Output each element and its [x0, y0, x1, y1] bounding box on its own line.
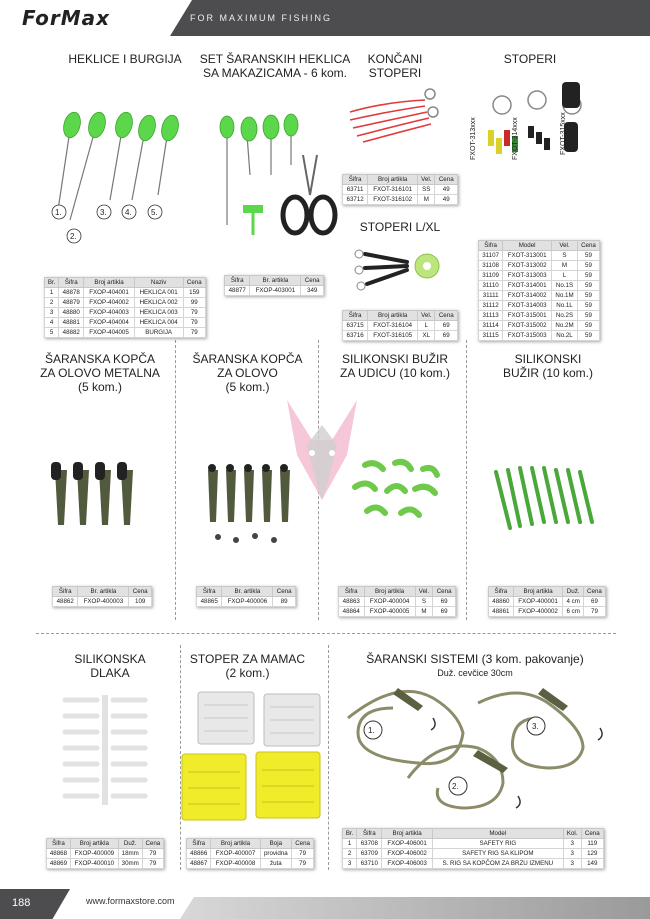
td: 89 — [273, 597, 296, 607]
td: 18mm — [118, 849, 142, 859]
table-row — [45, 328, 206, 338]
label-3: 3. — [100, 208, 107, 217]
table-dlaka — [46, 838, 164, 869]
th: Šifra — [339, 587, 365, 597]
td: 63716 — [343, 331, 368, 341]
silicone-tubes-image — [488, 460, 608, 535]
td: žuta — [260, 859, 292, 869]
th: Broj artikla — [211, 839, 260, 849]
td: 30mm — [118, 859, 142, 869]
section-title-mamac — [185, 652, 310, 680]
lead-clips-metal-image — [45, 460, 145, 535]
td: 48878 — [59, 288, 84, 298]
header-slogan: FOR MAXIMUM FISHING — [190, 13, 332, 23]
td: FXOT-314001 — [503, 281, 552, 291]
td: 49 — [435, 195, 458, 205]
th: Vel. — [418, 311, 435, 321]
td: 3 — [343, 859, 357, 869]
td: S — [415, 597, 433, 607]
td: 3 — [45, 308, 59, 318]
td: BURGIJA — [134, 328, 183, 338]
section-title-buzir — [488, 352, 608, 380]
td: FXOP-400001 — [513, 597, 563, 607]
td: S — [552, 251, 578, 261]
td: FXOT-314003 — [503, 301, 552, 311]
knot-stoppers-image — [345, 82, 455, 162]
section-title-stoperi: STOPERI — [503, 52, 557, 66]
footer-tab — [0, 889, 70, 919]
section-title-sistemi: ŠARANSKI SISTEMI (3 kom. pakovanje) — [366, 652, 584, 666]
td: FXOT-315001 — [503, 311, 552, 321]
lxl-stoppers-image — [345, 240, 450, 300]
hooks-image — [40, 100, 190, 260]
td: 79 — [583, 607, 605, 617]
section-title-buzir-udica — [330, 352, 460, 380]
td: 69 — [583, 597, 605, 607]
td: 31114 — [479, 321, 503, 331]
th: Duž. — [563, 587, 584, 597]
th: Vel. — [418, 175, 435, 185]
code-label: FXOT-314xxx — [512, 117, 519, 160]
th: Vel. — [415, 587, 433, 597]
td: No.1M — [552, 291, 578, 301]
td: 48864 — [339, 607, 365, 617]
label-3: 3. — [532, 722, 539, 731]
table-row — [479, 261, 600, 271]
title-line: SA MAKAZICAMA - 6 kom. — [202, 66, 348, 80]
td: 79 — [183, 328, 205, 338]
td: 31111 — [479, 291, 503, 301]
table-sistemi — [342, 828, 604, 869]
scissors-hooks-image — [215, 105, 345, 255]
td: 48882 — [59, 328, 84, 338]
table-row — [339, 597, 456, 607]
td: 69 — [433, 597, 456, 607]
td: 48861 — [489, 607, 514, 617]
td: FXOT-316105 — [368, 331, 418, 341]
td: FXOT-316101 — [368, 185, 418, 195]
table-mamac — [186, 838, 314, 869]
td: 69 — [433, 607, 456, 617]
table-koncani — [342, 174, 458, 205]
td: 48880 — [59, 308, 84, 318]
td: M — [418, 195, 435, 205]
table-set — [224, 275, 324, 296]
th: Br. artikla — [222, 587, 273, 597]
td: 3 — [563, 839, 581, 849]
th: Cena — [435, 311, 458, 321]
th: Šifra — [197, 587, 222, 597]
td: S. RIG SA KOPČOM ZA BRZU IZMENU — [432, 859, 563, 869]
page-header — [0, 0, 650, 36]
th: Šifra — [343, 311, 368, 321]
code-label: FXOT-313xxx — [470, 117, 477, 160]
th: Broj artikla — [368, 311, 418, 321]
th: Naziv — [134, 278, 183, 288]
th: Cena — [129, 587, 152, 597]
td: 63708 — [357, 839, 382, 849]
td: 119 — [581, 839, 603, 849]
td: FXOP-406002 — [382, 849, 432, 859]
th: Boja — [260, 839, 292, 849]
td: FXOP-400007 — [211, 849, 260, 859]
td: XL — [418, 331, 435, 341]
title-line: DLAKA — [90, 666, 130, 680]
lead-clips-image — [200, 462, 300, 552]
td: 69 — [435, 331, 458, 341]
table-row — [343, 849, 604, 859]
td: 5 — [45, 328, 59, 338]
td: 31107 — [479, 251, 503, 261]
td: 48877 — [225, 286, 250, 296]
title-line: SILIKONSKI — [514, 352, 582, 366]
td: No.1S — [552, 281, 578, 291]
section-title-kopca-metalna — [30, 352, 170, 394]
label-2: 2. — [452, 782, 459, 791]
td: 59 — [577, 311, 599, 321]
td: 48881 — [59, 318, 84, 328]
table-row — [343, 839, 604, 849]
table-row — [45, 298, 206, 308]
th: Šifra — [187, 839, 211, 849]
td: 31110 — [479, 281, 503, 291]
td: HEKLICA 003 — [134, 308, 183, 318]
td: 48867 — [187, 859, 211, 869]
th: Cena — [435, 175, 458, 185]
td: FXOT-314002 — [503, 291, 552, 301]
th: Broj artikla — [382, 829, 432, 839]
title-line: SILIKONSKI BUŽIR — [341, 352, 449, 366]
table-row — [187, 849, 314, 859]
td: FXOP-404003 — [84, 308, 134, 318]
th: Broj artikla — [84, 278, 134, 288]
label-1: 1. — [368, 726, 375, 735]
td: 59 — [577, 271, 599, 281]
td: HEKLICA 004 — [134, 318, 183, 328]
td: No.2L — [552, 331, 578, 341]
td: HEKLICA 001 — [134, 288, 183, 298]
td: 59 — [577, 281, 599, 291]
th: Cena — [433, 587, 456, 597]
td: 4 — [45, 318, 59, 328]
td: 48865 — [197, 597, 222, 607]
td: 48866 — [187, 849, 211, 859]
td: 48863 — [339, 597, 365, 607]
td: FXOP-400008 — [211, 859, 260, 869]
td: 31112 — [479, 301, 503, 311]
table-heklice — [44, 277, 206, 338]
td: 2 — [343, 849, 357, 859]
td: 31109 — [479, 271, 503, 281]
td: FXOP-404001 — [84, 288, 134, 298]
td: 48869 — [47, 859, 71, 869]
td: 63712 — [343, 195, 368, 205]
td: 79 — [142, 849, 163, 859]
table-row — [187, 859, 314, 869]
td: FXOT-313001 — [503, 251, 552, 261]
label-2: 2. — [70, 232, 77, 241]
table-row — [343, 185, 458, 195]
td: 69 — [435, 321, 458, 331]
table-row — [479, 311, 600, 321]
td: 63711 — [343, 185, 368, 195]
table-row — [343, 331, 458, 341]
th: Cena — [183, 278, 205, 288]
title-line: STOPER ZA MAMAC — [189, 652, 306, 666]
td: SAFETY RIG SA KLIPOM — [432, 849, 563, 859]
label-1: 1. — [55, 208, 62, 217]
td: 48860 — [489, 597, 514, 607]
section-title-stoperi-lxl: STOPERI L/XL — [359, 220, 441, 234]
table-row — [343, 859, 604, 869]
td: 2 — [45, 298, 59, 308]
th: Cena — [273, 587, 296, 597]
table-row — [45, 288, 206, 298]
table-row — [45, 308, 206, 318]
th: Cena — [583, 587, 605, 597]
td: 59 — [577, 321, 599, 331]
section-title-koncani — [365, 52, 425, 80]
code-label: FXOT-315xxx — [560, 112, 567, 155]
td: FXOT-315003 — [503, 331, 552, 341]
page-number: 188 — [12, 897, 31, 909]
td: 59 — [577, 331, 599, 341]
th: Broj artikla — [364, 587, 415, 597]
td: 48879 — [59, 298, 84, 308]
td: FXOP-400004 — [364, 597, 415, 607]
title-line: KONČANI — [367, 52, 423, 66]
section-title-set — [195, 52, 355, 80]
th: Cena — [292, 839, 314, 849]
td: FXOT-313002 — [503, 261, 552, 271]
th: Broj artikla — [70, 839, 118, 849]
th: Br. artikla — [250, 276, 301, 286]
td: FXOP-400003 — [78, 597, 129, 607]
th: Šifra — [357, 829, 382, 839]
carp-rigs-image — [338, 678, 618, 818]
table-stoperi — [478, 240, 600, 341]
table-row — [47, 849, 164, 859]
section-subtitle-sistemi: Duž. cevčice 30cm — [437, 668, 513, 678]
td: 49 — [435, 185, 458, 195]
table-buzir-udica — [338, 586, 456, 617]
td: L — [418, 321, 435, 331]
title-line: ŠARANSKA KOPČA — [44, 352, 156, 366]
table-row — [479, 301, 600, 311]
td: SS — [418, 185, 435, 195]
td: providna — [260, 849, 292, 859]
divider — [328, 645, 329, 870]
td: FXOP-400002 — [513, 607, 563, 617]
td: FXOP-404004 — [84, 318, 134, 328]
td: 79 — [292, 849, 314, 859]
td: No.2S — [552, 311, 578, 321]
hair-rig-image — [55, 690, 155, 810]
hook-sleeves-image — [345, 455, 455, 535]
title-line: ZA UDICU (10 kom.) — [339, 366, 450, 380]
table-row — [479, 281, 600, 291]
td: 1 — [45, 288, 59, 298]
td: 31108 — [479, 261, 503, 271]
td: 59 — [577, 261, 599, 271]
section-title-heklice: HEKLICE I BURGIJA — [68, 52, 182, 66]
table-row — [343, 195, 458, 205]
td: 349 — [301, 286, 324, 296]
td: 3 — [563, 859, 581, 869]
td: FXOP-403001 — [250, 286, 301, 296]
td: 48862 — [53, 597, 78, 607]
th: Cena — [581, 829, 603, 839]
td: 48868 — [47, 849, 71, 859]
th: Duž. — [118, 839, 142, 849]
th: Vel. — [552, 241, 578, 251]
td: 1 — [343, 839, 357, 849]
table-row — [479, 251, 600, 261]
table-row — [45, 318, 206, 328]
td: L — [552, 271, 578, 281]
td: No.1L — [552, 301, 578, 311]
td: No.2M — [552, 321, 578, 331]
table-row — [479, 271, 600, 281]
table-stoperi-lxl — [342, 310, 458, 341]
table-row — [53, 597, 152, 607]
th: Šifra — [479, 241, 503, 251]
td: 59 — [577, 251, 599, 261]
td: 79 — [183, 308, 205, 318]
th: Šifra — [47, 839, 71, 849]
td: 109 — [129, 597, 152, 607]
divider — [175, 340, 176, 620]
td: 99 — [183, 298, 205, 308]
table-row — [225, 286, 324, 296]
stoppers-image — [472, 80, 612, 200]
label-4: 4. — [125, 208, 132, 217]
footer-bar — [180, 897, 650, 919]
table-row — [339, 607, 456, 617]
th: Šifra — [53, 587, 78, 597]
td: 59 — [577, 301, 599, 311]
td: FXOT-315002 — [503, 321, 552, 331]
title-line: (5 kom.) — [77, 380, 122, 394]
table-row — [47, 859, 164, 869]
divider — [36, 633, 616, 634]
th: Cena — [142, 839, 163, 849]
th: Kol. — [563, 829, 581, 839]
title-line: SILIKONSKA — [74, 652, 146, 666]
title-line: ŠARANSKA KOPČA — [192, 352, 303, 366]
td: FXOP-406003 — [382, 859, 432, 869]
divider — [466, 340, 467, 620]
td: 79 — [292, 859, 314, 869]
label-5: 5. — [151, 208, 158, 217]
td: 79 — [183, 318, 205, 328]
title-line: (2 kom.) — [225, 666, 270, 680]
td: 79 — [142, 859, 163, 869]
th: Br. — [45, 278, 59, 288]
title-line: (5 kom.) — [225, 380, 270, 394]
th: Šifra — [343, 175, 368, 185]
th: Br. artikla — [78, 587, 129, 597]
td: 4 cm — [563, 597, 584, 607]
td: 63710 — [357, 859, 382, 869]
title-line: ZA OLOVO METALNA — [40, 366, 160, 380]
td: FXOP-400005 — [364, 607, 415, 617]
bait-stoppers-image — [180, 690, 325, 825]
brand-logo: ForMax — [22, 6, 111, 30]
title-line: STOPERI — [368, 66, 422, 80]
table-row — [489, 597, 606, 607]
table-row — [479, 331, 600, 341]
td: FXOP-406001 — [382, 839, 432, 849]
th: Broj artikla — [368, 175, 418, 185]
table-kopca-metalna — [52, 586, 152, 607]
td: 31115 — [479, 331, 503, 341]
td: 129 — [581, 849, 603, 859]
td: 31113 — [479, 311, 503, 321]
title-line: BUŽIR (10 kom.) — [502, 366, 593, 380]
td: 63715 — [343, 321, 368, 331]
th: Šifra — [489, 587, 514, 597]
td: 59 — [577, 291, 599, 301]
td: FXOP-400006 — [222, 597, 273, 607]
table-row — [489, 607, 606, 617]
td: 6 cm — [563, 607, 584, 617]
td: FXOT-316102 — [368, 195, 418, 205]
td: 3 — [563, 849, 581, 859]
td: M — [415, 607, 433, 617]
td: 63709 — [357, 849, 382, 859]
title-line: ZA OLOVO — [217, 366, 278, 380]
table-row — [343, 321, 458, 331]
th: Šifra — [225, 276, 250, 286]
td: FXOP-404002 — [84, 298, 134, 308]
table-buzir — [488, 586, 606, 617]
td: FXOT-313003 — [503, 271, 552, 281]
td: FXOT-316104 — [368, 321, 418, 331]
td: FXOP-400010 — [70, 859, 118, 869]
th: Br. — [343, 829, 357, 839]
section-title-dlaka — [55, 652, 165, 680]
td: FXOP-404005 — [84, 328, 134, 338]
td: 159 — [183, 288, 205, 298]
table-row — [479, 321, 600, 331]
td: SAFETY RIG — [432, 839, 563, 849]
th: Model — [432, 829, 563, 839]
table-row — [197, 597, 296, 607]
th: Cena — [301, 276, 324, 286]
th: Model — [503, 241, 552, 251]
table-kopca-olovo — [196, 586, 296, 607]
footer-url[interactable]: www.formaxstore.com — [86, 896, 175, 906]
td: HEKLICA 002 — [134, 298, 183, 308]
td: FXOP-400009 — [70, 849, 118, 859]
th: Cena — [577, 241, 599, 251]
section-title-kopca-olovo — [185, 352, 310, 394]
table-row — [479, 291, 600, 301]
title-line: SET ŠARANSKIH HEKLICA — [199, 52, 351, 66]
td: M — [552, 261, 578, 271]
td: 149 — [581, 859, 603, 869]
th: Šifra — [59, 278, 84, 288]
th: Broj artikla — [513, 587, 563, 597]
